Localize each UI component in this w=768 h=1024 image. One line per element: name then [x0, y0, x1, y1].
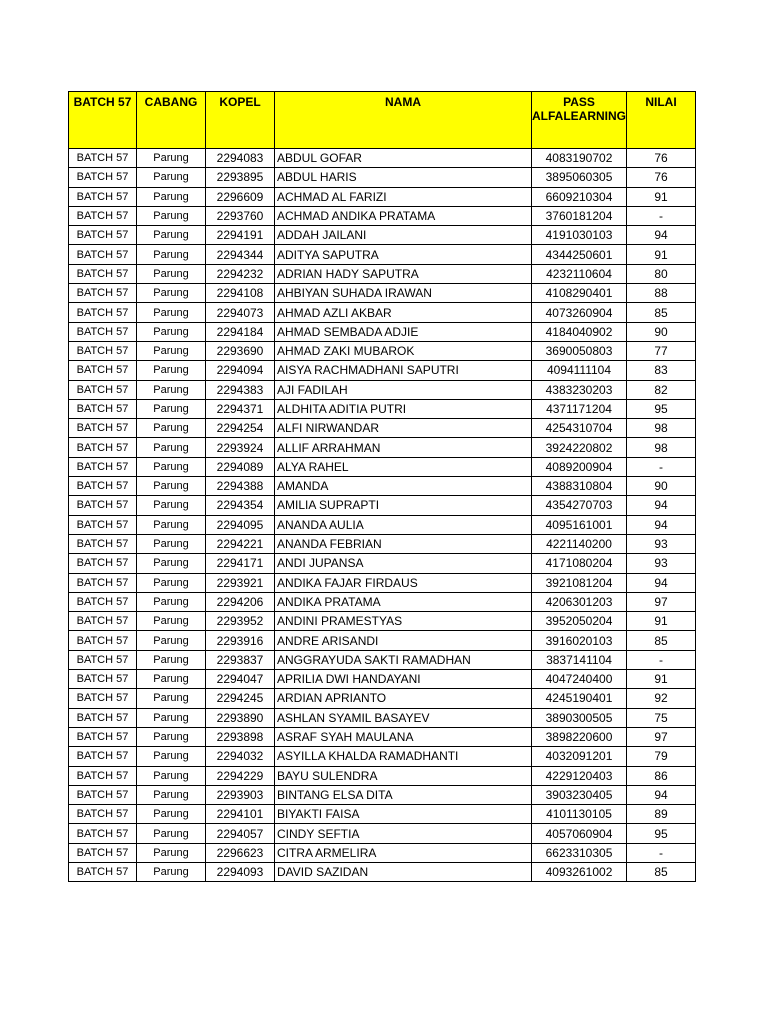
pass-cell: 4383230203	[532, 380, 627, 399]
table-body	[69, 149, 696, 882]
pass-cell: 3924220802	[532, 438, 627, 457]
kopel-cell: 2294354	[206, 496, 275, 515]
cabang-cell: Parung	[137, 824, 206, 843]
nama-cell: ALYA RAHEL	[275, 457, 532, 476]
kopel-cell: 2294221	[206, 534, 275, 553]
kopel-cell: 2294232	[206, 264, 275, 283]
cabang-cell: Parung	[137, 187, 206, 206]
kopel-cell: 2293890	[206, 708, 275, 727]
nilai-cell: 98	[627, 438, 696, 457]
pass-cell: 4254310704	[532, 419, 627, 438]
batch-cell: BATCH 57	[69, 168, 137, 187]
cabang-cell: Parung	[137, 206, 206, 225]
table-row	[69, 245, 696, 264]
header-batch: BATCH 57	[69, 92, 137, 149]
table-row	[69, 303, 696, 322]
kopel-cell: 2293924	[206, 438, 275, 457]
nilai-cell: 97	[627, 727, 696, 746]
pass-cell: 3895060305	[532, 168, 627, 187]
pass-cell: 4232110604	[532, 264, 627, 283]
batch-cell: BATCH 57	[69, 380, 137, 399]
nilai-cell: 94	[627, 515, 696, 534]
nilai-cell: 89	[627, 805, 696, 824]
cabang-cell: Parung	[137, 168, 206, 187]
cabang-cell: Parung	[137, 380, 206, 399]
table-row	[69, 554, 696, 573]
table-row	[69, 457, 696, 476]
batch-cell: BATCH 57	[69, 399, 137, 418]
cabang-cell: Parung	[137, 534, 206, 553]
table-row	[69, 573, 696, 592]
table-row	[69, 168, 696, 187]
header-kopel: KOPEL	[206, 92, 275, 149]
kopel-cell: 2294171	[206, 554, 275, 573]
pass-cell: 4191030103	[532, 226, 627, 245]
kopel-cell: 2293895	[206, 168, 275, 187]
nama-cell: ASYILLA KHALDA RAMADHANTI	[275, 747, 532, 766]
nilai-cell: 79	[627, 747, 696, 766]
batch-cell: BATCH 57	[69, 747, 137, 766]
nilai-cell: 90	[627, 477, 696, 496]
nama-cell: ALFI NIRWANDAR	[275, 419, 532, 438]
nama-cell: BAYU SULENDRA	[275, 766, 532, 785]
batch-cell: BATCH 57	[69, 149, 137, 168]
cabang-cell: Parung	[137, 361, 206, 380]
nilai-cell: 91	[627, 612, 696, 631]
table-row	[69, 747, 696, 766]
batch-cell: BATCH 57	[69, 284, 137, 303]
table-row	[69, 631, 696, 650]
nama-cell: ADITYA SAPUTRA	[275, 245, 532, 264]
kopel-cell: 2296623	[206, 843, 275, 862]
pass-cell: 4221140200	[532, 534, 627, 553]
kopel-cell: 2293903	[206, 785, 275, 804]
kopel-cell: 2294094	[206, 361, 275, 380]
nama-cell: BIYAKTI FAISA	[275, 805, 532, 824]
nilai-cell: 95	[627, 399, 696, 418]
cabang-cell: Parung	[137, 708, 206, 727]
kopel-cell: 2294344	[206, 245, 275, 264]
batch-cell: BATCH 57	[69, 534, 137, 553]
cabang-cell: Parung	[137, 226, 206, 245]
table-row	[69, 206, 696, 225]
nama-cell: ANANDA AULIA	[275, 515, 532, 534]
pass-cell: 4047240400	[532, 670, 627, 689]
batch-cell: BATCH 57	[69, 727, 137, 746]
cabang-cell: Parung	[137, 496, 206, 515]
kopel-cell: 2294245	[206, 689, 275, 708]
cabang-cell: Parung	[137, 264, 206, 283]
pass-cell: 3890300505	[532, 708, 627, 727]
nilai-cell: 85	[627, 631, 696, 650]
nilai-cell: 76	[627, 149, 696, 168]
pass-cell: 4229120403	[532, 766, 627, 785]
table-row	[69, 496, 696, 515]
kopel-cell: 2294191	[206, 226, 275, 245]
table-row	[69, 438, 696, 457]
nama-cell: ACHMAD AL FARIZI	[275, 187, 532, 206]
batch-cell: BATCH 57	[69, 303, 137, 322]
nilai-cell: 98	[627, 419, 696, 438]
batch-cell: BATCH 57	[69, 419, 137, 438]
batch-cell: BATCH 57	[69, 187, 137, 206]
nilai-cell: 91	[627, 245, 696, 264]
kopel-cell: 2294073	[206, 303, 275, 322]
cabang-cell: Parung	[137, 843, 206, 862]
kopel-cell: 2294095	[206, 515, 275, 534]
nilai-cell: 83	[627, 361, 696, 380]
nama-cell: AHBIYAN SUHADA IRAWAN	[275, 284, 532, 303]
table-row	[69, 862, 696, 881]
batch-cell: BATCH 57	[69, 670, 137, 689]
batch-cell: BATCH 57	[69, 592, 137, 611]
batch-cell: BATCH 57	[69, 766, 137, 785]
table-row	[69, 361, 696, 380]
cabang-cell: Parung	[137, 862, 206, 881]
batch-cell: BATCH 57	[69, 631, 137, 650]
kopel-cell: 2293898	[206, 727, 275, 746]
nama-cell: AHMAD SEMBADA ADJIE	[275, 322, 532, 341]
table-row	[69, 708, 696, 727]
table-row	[69, 226, 696, 245]
nama-cell: ANDIKA PRATAMA	[275, 592, 532, 611]
nilai-cell: 76	[627, 168, 696, 187]
nilai-cell: 93	[627, 534, 696, 553]
kopel-cell: 2294108	[206, 284, 275, 303]
table-row	[69, 785, 696, 804]
nilai-cell: -	[627, 206, 696, 225]
pass-cell: 6609210304	[532, 187, 627, 206]
table-row	[69, 727, 696, 746]
nama-cell: ADRIAN HADY SAPUTRA	[275, 264, 532, 283]
pass-cell: 4032091201	[532, 747, 627, 766]
cabang-cell: Parung	[137, 650, 206, 669]
pass-cell: 4093261002	[532, 862, 627, 881]
header-nilai: NILAI	[627, 92, 696, 149]
nama-cell: CITRA ARMELIRA	[275, 843, 532, 862]
cabang-cell: Parung	[137, 727, 206, 746]
table-row	[69, 534, 696, 553]
nama-cell: ANGGRAYUDA SAKTI RAMADHAN	[275, 650, 532, 669]
nama-cell: ANANDA FEBRIAN	[275, 534, 532, 553]
header-pass: PASS ALFALEARNING	[532, 92, 627, 149]
batch-cell: BATCH 57	[69, 612, 137, 631]
pass-cell: 4108290401	[532, 284, 627, 303]
batch-cell: BATCH 57	[69, 824, 137, 843]
nilai-cell: 86	[627, 766, 696, 785]
nama-cell: CINDY SEFTIA	[275, 824, 532, 843]
pass-cell: 4206301203	[532, 592, 627, 611]
kopel-cell: 2293916	[206, 631, 275, 650]
nilai-cell: 92	[627, 689, 696, 708]
table-row	[69, 670, 696, 689]
pass-cell: 4095161001	[532, 515, 627, 534]
kopel-cell: 2294388	[206, 477, 275, 496]
pass-cell: 4171080204	[532, 554, 627, 573]
pass-cell: 3898220600	[532, 727, 627, 746]
table-row	[69, 380, 696, 399]
pass-cell: 4089200904	[532, 457, 627, 476]
nilai-cell: -	[627, 650, 696, 669]
nama-cell: BINTANG ELSA DITA	[275, 785, 532, 804]
nama-cell: AMANDA	[275, 477, 532, 496]
batch-cell: BATCH 57	[69, 689, 137, 708]
nilai-cell: -	[627, 843, 696, 862]
nilai-cell: 88	[627, 284, 696, 303]
nama-cell: AJI FADILAH	[275, 380, 532, 399]
header-row	[69, 92, 696, 149]
header-cabang: CABANG	[137, 92, 206, 149]
pass-cell: 4073260904	[532, 303, 627, 322]
batch-cell: BATCH 57	[69, 341, 137, 360]
table-row	[69, 477, 696, 496]
kopel-cell: 2294047	[206, 670, 275, 689]
nama-cell: ADDAH JAILANI	[275, 226, 532, 245]
kopel-cell: 2294184	[206, 322, 275, 341]
cabang-cell: Parung	[137, 631, 206, 650]
table-row	[69, 612, 696, 631]
pass-cell: 4354270703	[532, 496, 627, 515]
kopel-cell: 2294083	[206, 149, 275, 168]
cabang-cell: Parung	[137, 515, 206, 534]
nilai-cell: 77	[627, 341, 696, 360]
pass-cell: 3760181204	[532, 206, 627, 225]
table-row	[69, 766, 696, 785]
batch-cell: BATCH 57	[69, 843, 137, 862]
pass-cell: 6623310305	[532, 843, 627, 862]
pass-cell: 4094111104	[532, 361, 627, 380]
nama-cell: DAVID SAZIDAN	[275, 862, 532, 881]
kopel-cell: 2294057	[206, 824, 275, 843]
kopel-cell: 2294032	[206, 747, 275, 766]
table-row	[69, 515, 696, 534]
nilai-cell: 91	[627, 187, 696, 206]
nama-cell: ASRAF SYAH MAULANA	[275, 727, 532, 746]
nilai-cell: 94	[627, 496, 696, 515]
kopel-cell: 2294383	[206, 380, 275, 399]
pass-cell: 4344250601	[532, 245, 627, 264]
table-row	[69, 399, 696, 418]
pass-cell: 4388310804	[532, 477, 627, 496]
batch-cell: BATCH 57	[69, 785, 137, 804]
table-row	[69, 149, 696, 168]
nilai-cell: 94	[627, 226, 696, 245]
cabang-cell: Parung	[137, 766, 206, 785]
table-row	[69, 187, 696, 206]
batch-cell: BATCH 57	[69, 438, 137, 457]
batch-cell: BATCH 57	[69, 515, 137, 534]
header-nama: NAMA	[275, 92, 532, 149]
batch-cell: BATCH 57	[69, 206, 137, 225]
kopel-cell: 2294371	[206, 399, 275, 418]
batch-cell: BATCH 57	[69, 496, 137, 515]
nilai-cell: -	[627, 457, 696, 476]
cabang-cell: Parung	[137, 670, 206, 689]
cabang-cell: Parung	[137, 438, 206, 457]
pass-cell: 3952050204	[532, 612, 627, 631]
nama-cell: AHMAD AZLI AKBAR	[275, 303, 532, 322]
nama-cell: ASHLAN SYAMIL BASAYEV	[275, 708, 532, 727]
kopel-cell: 2294229	[206, 766, 275, 785]
cabang-cell: Parung	[137, 554, 206, 573]
nama-cell: ALDHITA ADITIA PUTRI	[275, 399, 532, 418]
nama-cell: AHMAD ZAKI MUBAROK	[275, 341, 532, 360]
nama-cell: ACHMAD ANDIKA PRATAMA	[275, 206, 532, 225]
cabang-cell: Parung	[137, 245, 206, 264]
pass-cell: 4371171204	[532, 399, 627, 418]
batch-cell: BATCH 57	[69, 862, 137, 881]
batch-cell: BATCH 57	[69, 245, 137, 264]
kopel-cell: 2293952	[206, 612, 275, 631]
cabang-cell: Parung	[137, 747, 206, 766]
cabang-cell: Parung	[137, 689, 206, 708]
cabang-cell: Parung	[137, 284, 206, 303]
nama-cell: AISYA RACHMADHANI SAPUTRI	[275, 361, 532, 380]
nama-cell: ABDUL GOFAR	[275, 149, 532, 168]
score-sheet	[68, 91, 695, 882]
nilai-cell: 94	[627, 785, 696, 804]
kopel-cell: 2296609	[206, 187, 275, 206]
batch-cell: BATCH 57	[69, 708, 137, 727]
kopel-cell: 2293921	[206, 573, 275, 592]
batch-cell: BATCH 57	[69, 805, 137, 824]
nama-cell: ARDIAN APRIANTO	[275, 689, 532, 708]
nama-cell: AMILIA SUPRAPTI	[275, 496, 532, 515]
cabang-cell: Parung	[137, 419, 206, 438]
cabang-cell: Parung	[137, 457, 206, 476]
kopel-cell: 2294254	[206, 419, 275, 438]
table-row	[69, 284, 696, 303]
nama-cell: ANDINI PRAMESTYAS	[275, 612, 532, 631]
cabang-cell: Parung	[137, 805, 206, 824]
batch-cell: BATCH 57	[69, 477, 137, 496]
table-row	[69, 322, 696, 341]
table-row	[69, 805, 696, 824]
nama-cell: APRILIA DWI HANDAYANI	[275, 670, 532, 689]
kopel-cell: 2294101	[206, 805, 275, 824]
pass-cell: 3921081204	[532, 573, 627, 592]
table-row	[69, 341, 696, 360]
pass-cell: 4057060904	[532, 824, 627, 843]
batch-cell: BATCH 57	[69, 457, 137, 476]
table-header	[69, 92, 696, 149]
cabang-cell: Parung	[137, 573, 206, 592]
pass-cell: 4245190401	[532, 689, 627, 708]
kopel-cell: 2293690	[206, 341, 275, 360]
kopel-cell: 2293760	[206, 206, 275, 225]
nilai-cell: 93	[627, 554, 696, 573]
nilai-cell: 95	[627, 824, 696, 843]
nilai-cell: 97	[627, 592, 696, 611]
nama-cell: ABDUL HARIS	[275, 168, 532, 187]
nilai-cell: 85	[627, 862, 696, 881]
batch-cell: BATCH 57	[69, 264, 137, 283]
kopel-cell: 2294089	[206, 457, 275, 476]
table-row	[69, 592, 696, 611]
cabang-cell: Parung	[137, 785, 206, 804]
nilai-cell: 94	[627, 573, 696, 592]
cabang-cell: Parung	[137, 592, 206, 611]
kopel-cell: 2294206	[206, 592, 275, 611]
pass-cell: 3837141104	[532, 650, 627, 669]
cabang-cell: Parung	[137, 477, 206, 496]
nama-cell: ANDI JUPANSA	[275, 554, 532, 573]
nilai-cell: 80	[627, 264, 696, 283]
table-row	[69, 264, 696, 283]
cabang-cell: Parung	[137, 612, 206, 631]
nama-cell: ANDRE ARISANDI	[275, 631, 532, 650]
nilai-cell: 75	[627, 708, 696, 727]
cabang-cell: Parung	[137, 341, 206, 360]
pass-cell: 3916020103	[532, 631, 627, 650]
pass-cell: 4101130105	[532, 805, 627, 824]
nilai-cell: 90	[627, 322, 696, 341]
results-table	[68, 91, 696, 882]
kopel-cell: 2294093	[206, 862, 275, 881]
batch-cell: BATCH 57	[69, 226, 137, 245]
pass-cell: 3903230405	[532, 785, 627, 804]
table-row	[69, 689, 696, 708]
table-row	[69, 824, 696, 843]
cabang-cell: Parung	[137, 303, 206, 322]
batch-cell: BATCH 57	[69, 573, 137, 592]
nama-cell: ANDIKA FAJAR FIRDAUS	[275, 573, 532, 592]
batch-cell: BATCH 57	[69, 650, 137, 669]
nama-cell: ALLIF ARRAHMAN	[275, 438, 532, 457]
batch-cell: BATCH 57	[69, 554, 137, 573]
kopel-cell: 2293837	[206, 650, 275, 669]
batch-cell: BATCH 57	[69, 322, 137, 341]
table-row	[69, 650, 696, 669]
nilai-cell: 91	[627, 670, 696, 689]
cabang-cell: Parung	[137, 399, 206, 418]
table-row	[69, 419, 696, 438]
table-row	[69, 843, 696, 862]
pass-cell: 4184040902	[532, 322, 627, 341]
nilai-cell: 85	[627, 303, 696, 322]
cabang-cell: Parung	[137, 322, 206, 341]
nilai-cell: 82	[627, 380, 696, 399]
batch-cell: BATCH 57	[69, 361, 137, 380]
pass-cell: 4083190702	[532, 149, 627, 168]
cabang-cell: Parung	[137, 149, 206, 168]
pass-cell: 3690050803	[532, 341, 627, 360]
